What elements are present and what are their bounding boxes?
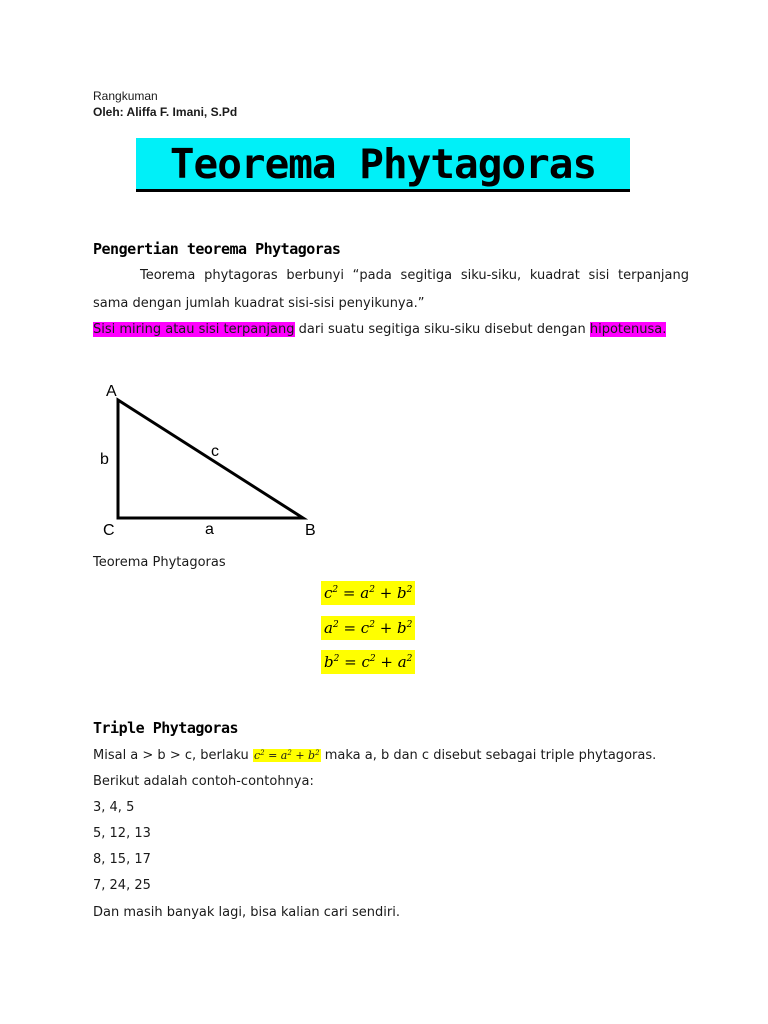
vertex-c-label: C bbox=[103, 522, 115, 539]
highlight-hypotenuse-word: hipotenusa. bbox=[589, 322, 667, 337]
vertex-b-label: B bbox=[305, 522, 316, 539]
closing-line: Dan masih banyak lagi, bisa kalian cari sendiri. bbox=[93, 905, 400, 920]
section-heading-triple: Triple Phytagoras bbox=[93, 719, 239, 737]
definition-line-2: sama dengan jumlah kuadrat sisi-sisi penyikunya.” bbox=[93, 296, 425, 311]
side-b-label: b bbox=[100, 451, 109, 468]
hypotenuse-sentence-mid: dari suatu segitiga siku-siku disebut dengan bbox=[294, 322, 590, 337]
triple-item: 8, 15, 17 bbox=[93, 852, 151, 867]
definition-line-1: Teorema phytagoras berbunyi “pada segitiga siku-siku, kuadrat sisi terpanjang bbox=[140, 268, 689, 283]
formula-c-squared: $c^2 = a^2 + b^2$ bbox=[321, 581, 415, 605]
highlight-hypotenuse-term: Sisi miring atau sisi terpanjang bbox=[93, 322, 295, 337]
triple-intro bbox=[93, 748, 689, 764]
right-triangle-diagram bbox=[95, 378, 325, 540]
examples-label: Berikut adalah contoh-contohnya: bbox=[93, 774, 314, 789]
triple-item: 5, 12, 13 bbox=[93, 826, 151, 841]
title-banner bbox=[136, 138, 630, 192]
side-c-label: c bbox=[211, 443, 219, 460]
inline-formula: $c^2 = a^2 + b^2$ bbox=[253, 749, 320, 762]
author-line: Oleh: Aliffa F. Imani, S.Pd bbox=[93, 105, 238, 119]
triple-intro-start: Misal a > b > c, berlaku bbox=[93, 748, 253, 763]
hypotenuse-sentence bbox=[93, 322, 689, 338]
side-a-label: a bbox=[205, 521, 214, 538]
formula-a-squared: $a^2 = c^2 + b^2$ bbox=[321, 616, 415, 640]
formula-b-squared: $b^2 = c^2 + a^2$ bbox=[321, 650, 415, 674]
triple-item: 7, 24, 25 bbox=[93, 878, 151, 893]
document-label: Rangkuman bbox=[93, 89, 158, 103]
triple-item: 3, 4, 5 bbox=[93, 800, 135, 815]
page-title: Teorema Phytagoras bbox=[169, 139, 597, 188]
figure-caption: Teorema Phytagoras bbox=[93, 555, 226, 570]
vertex-a-label: A bbox=[106, 383, 117, 400]
triple-intro-end: maka a, b dan c disebut sebagai triple phytagoras. bbox=[320, 748, 657, 763]
section-heading-definition: Pengertian teorema Phytagoras bbox=[93, 240, 341, 258]
